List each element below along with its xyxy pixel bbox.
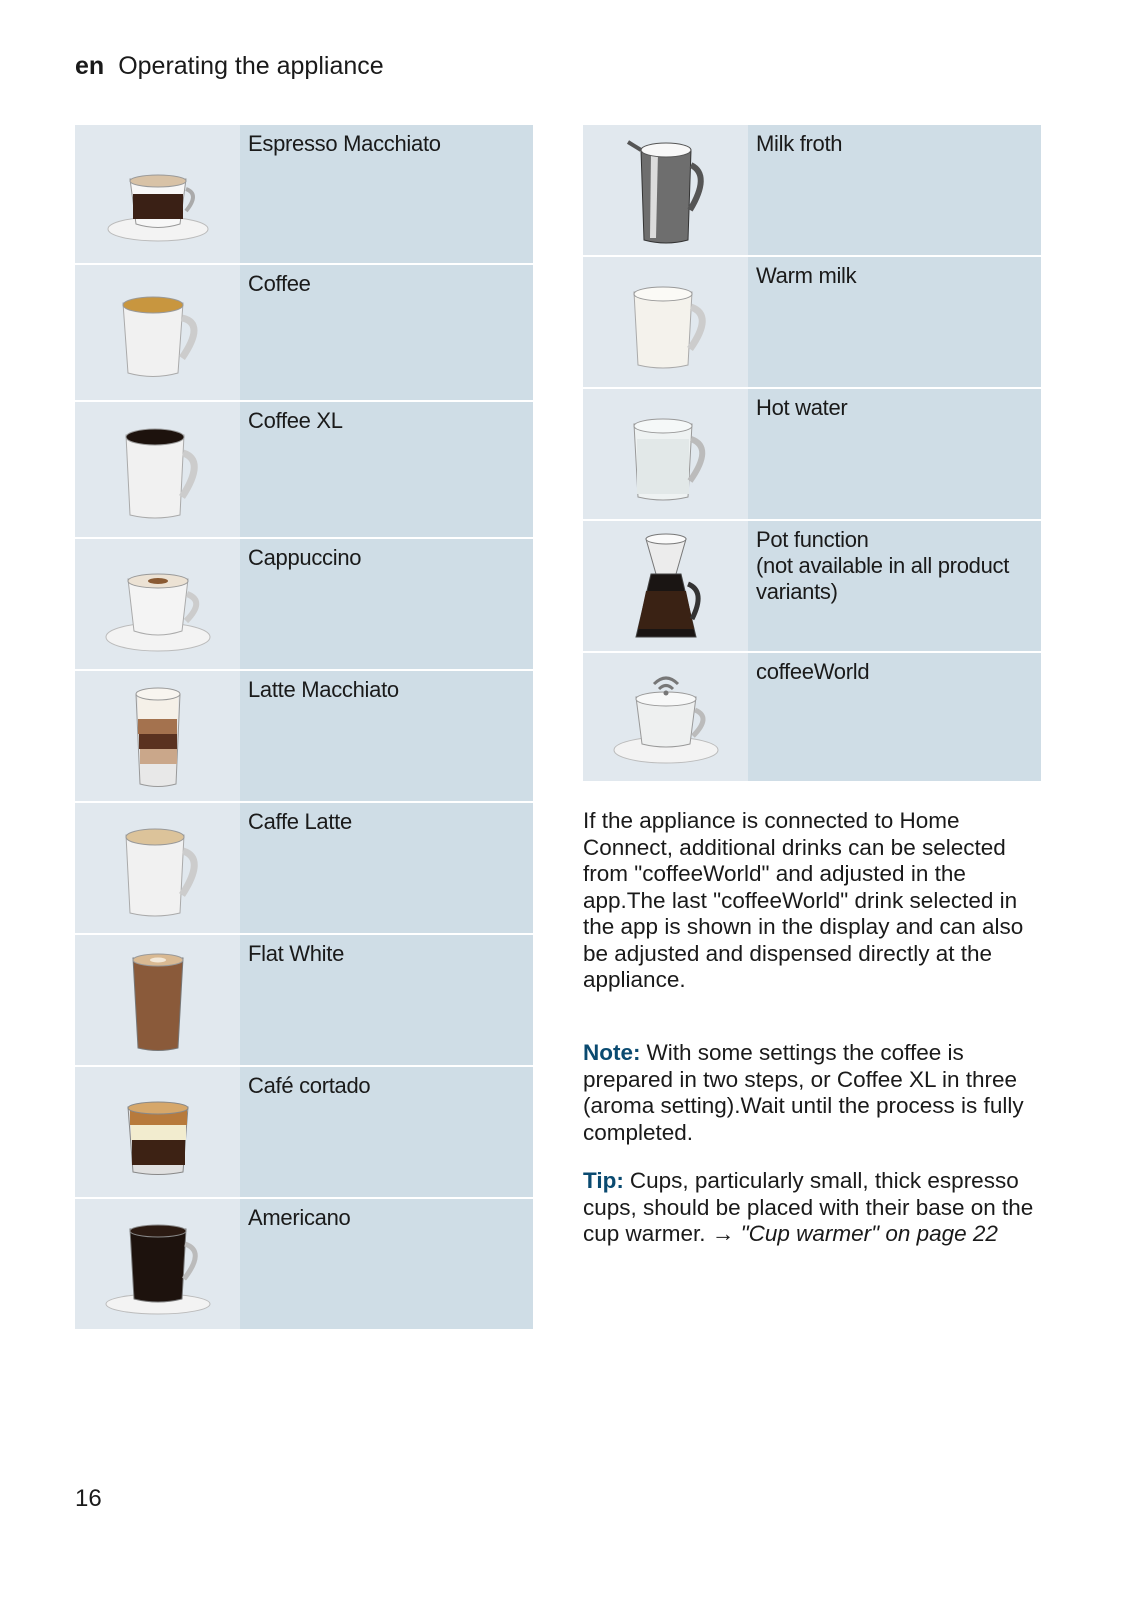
drink-row-flat-white [75, 935, 533, 1067]
drink-row-coffee-xl [75, 402, 533, 539]
drink-label: Latte Macchiato [248, 677, 399, 702]
milk-froth-icon [606, 130, 726, 250]
drink-label: Caffe Latte [248, 809, 352, 834]
drink-row-latte-macchiato [75, 671, 533, 803]
page-number: 16 [75, 1485, 102, 1512]
drink-label: Americano [248, 1205, 351, 1230]
drink-label: Hot water [756, 395, 848, 420]
cappuccino-icon [98, 549, 218, 659]
drink-row-caffe-latte [75, 803, 533, 935]
drink-row-pot-function [583, 521, 1041, 653]
drink-row-coffee [75, 265, 533, 402]
coffeeworld-icon [606, 662, 726, 772]
drink-row-cafe-cortado [75, 1067, 533, 1199]
drinks-table-left [75, 125, 533, 1329]
coffee-icon [98, 278, 218, 388]
drink-label: Warm milk [756, 263, 857, 288]
language-code: en [75, 52, 105, 80]
drink-row-americano [75, 1199, 533, 1329]
home-connect-paragraph: If the appliance is connected to Home Connect, additional drinks can be selected from "coffeeWorld" and adjusted in the app.The last "coffeeWorld" drink selected in the app is shown in the display and can also be adjusted and dispensed directly at the appliance. [583, 808, 1024, 992]
cup-warmer-link[interactable]: "Cup warmer" on page 22 [740, 1221, 998, 1246]
tip-label: Tip: [583, 1168, 624, 1193]
drink-sublabel: (not available in all product variants) [756, 553, 1010, 604]
arrow-icon: → [711, 1221, 735, 1246]
note-text: With some settings the coffee is prepared in two steps, or Coffee XL in three (aroma setting).Wait until the process is fully completed. [583, 1040, 1024, 1145]
note-paragraph [583, 1040, 1053, 1146]
drink-row-espresso-macchiato [75, 125, 533, 265]
caffe-latte-icon [98, 813, 218, 923]
drink-row-hot-water [583, 389, 1041, 521]
espresso-macchiato-icon [98, 139, 218, 249]
flat-white-icon [98, 943, 218, 1058]
latte-macchiato-icon [98, 679, 218, 794]
page-header [75, 52, 384, 81]
drink-row-warm-milk [583, 257, 1041, 389]
drinks-table-right [583, 125, 1041, 781]
drink-label: Coffee [248, 271, 311, 296]
drink-row-coffeeworld [583, 653, 1041, 781]
coffee-xl-icon [98, 415, 218, 525]
drink-label: Flat White [248, 941, 345, 966]
drink-row-cappuccino [75, 539, 533, 671]
note-label: Note: [583, 1040, 641, 1065]
warm-milk-icon [606, 267, 726, 377]
americano-icon [98, 1209, 218, 1319]
drink-label: Milk froth [756, 131, 843, 156]
section-title: Operating the appliance [118, 52, 384, 80]
drink-label: Café cortado [248, 1073, 371, 1098]
pot-function-icon [606, 529, 726, 644]
drink-label: Cappuccino [248, 545, 362, 570]
drink-label: Coffee XL [248, 408, 343, 433]
drink-row-milk-froth [583, 125, 1041, 257]
tip-paragraph [583, 1168, 1053, 1248]
cafe-cortado-icon [98, 1077, 218, 1187]
drink-label: coffeeWorld [756, 659, 870, 684]
drink-label: Pot function [756, 527, 869, 552]
drink-label: Espresso Macchiato [248, 131, 441, 156]
hot-water-icon [606, 399, 726, 509]
tip-text: Cups, particularly small, thick espresso cups, should be placed with their base on the cup warmer. [583, 1168, 1034, 1246]
